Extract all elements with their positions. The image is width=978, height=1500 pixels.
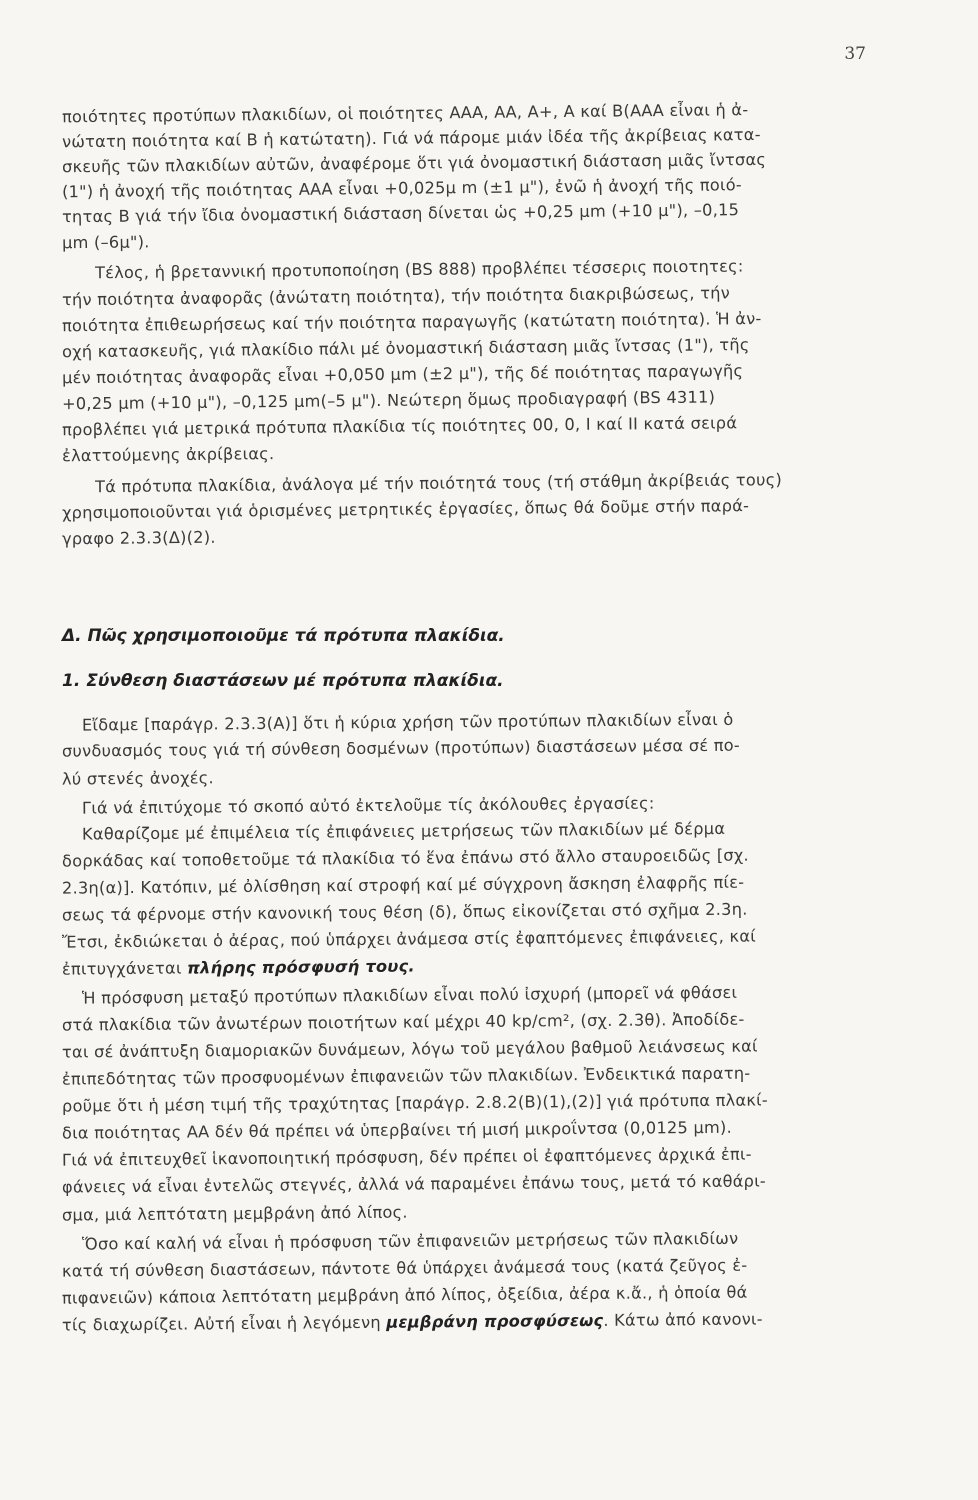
paragraph-7-line: πιφανειῶν) κάποια λεπτότατη μεμβράνη ἀπό λίπος, ὀξείδια, ἀέρα κ.ἄ., ἡ ὁποία θά <box>61 1282 748 1308</box>
paragraph-2-line: ποιότητα ἐπιθεωρήσεως καί τήν ποιότητα παραγωγῆς (κατώτατη ποιότητα). Ἡ ἀν- <box>61 308 762 336</box>
paragraph-3-line: Τά πρότυπα πλακίδια, ἀνάλογα μέ τήν ποιότητά τους (τή στάθμη ἀκρίβειάς τους) <box>94 470 783 497</box>
paragraph-5-line: δορκάδας καί τοποθετοῦμε τά πλακίδια τό ἕνα ἐπάνω στό ἄλλο σταυροειδῶς [σχ. <box>61 845 749 871</box>
paragraph-5-line: Ἔτσι, ἐκδιώκεται ὁ ἀέρας, πού ὑπάρχει ἀνάμεσα στίς ἐφαπτόμενες ἐπιφάνειες, καί <box>61 926 757 952</box>
paragraph-5-line: Γιά νά ἐπιτύχομε τό σκοπό αὐτό ἐκτελοῦμε τίς ἀκόλουθες ἐργασίες: <box>81 793 655 818</box>
paragraph-2-line: οχή κατασκευῆς, γιά πλακίδιο πάλι μέ ὀνομαστική διάσταση μιᾶς ἴντσας (1"), τῆς <box>61 335 750 362</box>
paragraph-1-line: μm (–6μ"). <box>61 232 150 253</box>
paragraph-5-line: 2.3η(α)]. Κατόπιν, μέ ὀλίσθηση καί στροφή καί μέ σύγχρονη ἄσκηση ἐλαφρῆς πίε- <box>61 872 745 898</box>
paragraph-6-line: Ἡ πρόσφυση μεταξύ προτύπων πλακιδίων εἶναι πολύ ἰσχυρή (μπορεῖ νά φθάσει <box>81 982 738 1008</box>
paragraph-4-line: Εἴδαμε [παράγρ. 2.3.3(Α)] ὅτι ἡ κύρια χρήση τῶν προτύπων πλακιδίων εἶναι ὁ <box>81 709 734 735</box>
paragraph-6-line: φάνειες νά εἶναι ἐντελῶς στεγνές, ἀλλά νά παραμένει ἐπάνω τους, μετά τό καθάρι- <box>61 1171 767 1197</box>
paragraph-6-line: ἐπιπεδότητας τῶν προσφυομένων ἐπιφανειῶν τῶν πλακιδίων. Ἐνδεικτικά παρατη- <box>61 1063 751 1089</box>
paragraph-2-line: +0,25 μm (+10 μ"), –0,125 μm(–5 μ"). Νεώτερη ὅμως προδιαγραφή (BS 4311) <box>61 387 716 414</box>
paragraph-5-line: σεως τά φέρνομε στήν κανονική τους θέση (δ), ὅπως εἰκονίζεται στό σχῆμα 2.3η. <box>61 899 748 925</box>
line-prefix-text: τίς διαχωρίζει. Αὐτή εἶναι ἡ λεγόμενη <box>61 1312 387 1335</box>
paragraph-2-line: ἐλαττούμενης ἀκρίβειας. <box>61 444 275 466</box>
paragraph-5-line <box>62 952 882 981</box>
paragraph-6-line: ροῦμε ὅτι ἡ μέση τιμή τῆς τραχύτητας [παράγρ. 2.8.2(Β)(1),(2)] γιά πρότυπα πλακί- <box>61 1090 769 1116</box>
paragraph-6-line: Γιά νά ἐπιτευχθεῖ ἱκανοποιητική πρόσφυση, δέν πρέπει οἱ ἐφαπτόμενες ἀρχικά ἐπι- <box>61 1144 752 1170</box>
paragraph-2-line: Τέλος, ἡ βρεταννική προτυποποίηση (BS 888) προβλέπει τέσσερις ποιοτητες: <box>94 256 744 283</box>
paragraph-5-line: Καθαρίζομε μέ ἐπιμέλεια τίς ἐπιφάνειες μετρήσεως τῶν πλακιδίων μέ δέρμα <box>81 818 726 844</box>
paragraph-6-line: ται σέ ἀνάπτυξη διαμοριακῶν δυνάμεων, λόγω τοῦ μεγάλου βαθμοῦ λειάνσεως καί <box>61 1036 758 1062</box>
paragraph-2-line: προβλέπει γιά μετρικά πρότυπα πλακίδια τίς ποιότητες 00, 0, Ι καί ΙΙ κατά σειρά <box>61 413 738 440</box>
subsection-heading: 1. Σύνθεση διαστάσεων μέ πρότυπα πλακίδια. <box>62 671 504 691</box>
paragraph-3-line: χρησιμοποιοῦνται γιά ὁρισμένες μετρητικές ἐργασίες, ὅπως θά δοῦμε στήν παρά- <box>61 496 750 523</box>
section-heading: Δ. Πῶς χρησιμοποιοῦμε τά πρότυπα πλακίδια. <box>62 626 505 646</box>
paragraph-2-line: τήν ποιότητα ἀναφορᾶς (ἀνώτατη ποιότητα), τήν ποιότητα διακριβώσεως, τήν <box>61 283 731 310</box>
paragraph-7-line: Ὅσο καί καλή νά εἶναι ἡ πρόσφυση τῶν ἐπιφανειῶν μετρήσεως τῶν πλακιδίων <box>81 1228 739 1254</box>
paragraph-7-line: κατά τή σύνθεση διαστάσεων, πάντοτε θά ὑπάρχει ἀνάμεσά τους (κατά ζεῦγος ἐ- <box>61 1255 748 1281</box>
emphasis-full-adhesion: πλήρης πρόσφυσή τους. <box>186 956 415 978</box>
paragraph-4-line: λύ στενές ἀνοχές. <box>61 768 214 789</box>
paragraph-1-line: (1") ἡ ἀνοχή τῆς ποιότητας ΑΑΑ εἶναι +0,025μ m (±1 μ"), ἐνῶ ἡ ἀνοχή τῆς ποιό- <box>61 175 743 202</box>
line-prefix-text: ἐπιτυγχάνεται <box>61 958 188 979</box>
paragraph-1-line: σκευῆς τῶν πλακιδίων αὐτῶν, ἀναφέρομε ὅτι γιά ὀνομαστική διάσταση μιᾶς ἴντσας <box>61 149 767 177</box>
paragraph-6-line: σμα, μιά λεπτότατη μεμβράνη ἀπό λίπος. <box>61 1202 408 1225</box>
paragraph-6-line: δια ποιότητας ΑΑ δέν θά πρέπει νά ὑπερβαίνει τή μισή μικροΐντσα (0,0125 μm). <box>61 1117 733 1143</box>
paragraph-6-line: στά πλακίδια τῶν ἀνωτέρων ποιοτήτων καί μέχρι 40 kp/cm², (σχ. 2.3θ). Ἀποδίδε- <box>61 1009 745 1035</box>
paragraph-1-line: τητας Β γιά τήν ἴδια ὀνομαστική διάσταση δίνεται ὡς +0,25 μm (+10 μ"), –0,15 <box>61 200 740 227</box>
page-number: 37 <box>844 44 866 64</box>
paragraph-4-line: συνδυασμός τους γιά τή σύνθεση δοσμένων (προτύπων) διαστάσεων μέσα σέ πο- <box>61 735 741 761</box>
emphasis-adhesion-membrane: μεμβράνη προσφύσεως <box>386 1310 604 1332</box>
paragraph-2-line: μέν ποιότητας ἀναφορᾶς εἶναι +0,050 μm (±2 μ"), τῆς δέ ποιότητας παραγωγῆς <box>61 361 744 388</box>
line-suffix-text: . Κάτω ἀπό κανονι- <box>603 1309 763 1330</box>
paragraph-1-line: νώτατη ποιότητα καί Β ἡ κατώτατη). Γιά νά πάρομε μιάν ἰδέα τῆς ἀκρίβειας κατα- <box>61 124 761 152</box>
paragraph-3-line: γραφο 2.3.3(Δ)(2). <box>61 527 216 549</box>
paragraph-7-line <box>62 1308 882 1337</box>
paragraph-1-line: ποιότητες προτύπων πλακιδίων, οἱ ποιότητες ΑΑΑ, ΑΑ, Α+, Α καί Β(ΑΑΑ εἶναι ἡ ἀ- <box>61 100 749 127</box>
